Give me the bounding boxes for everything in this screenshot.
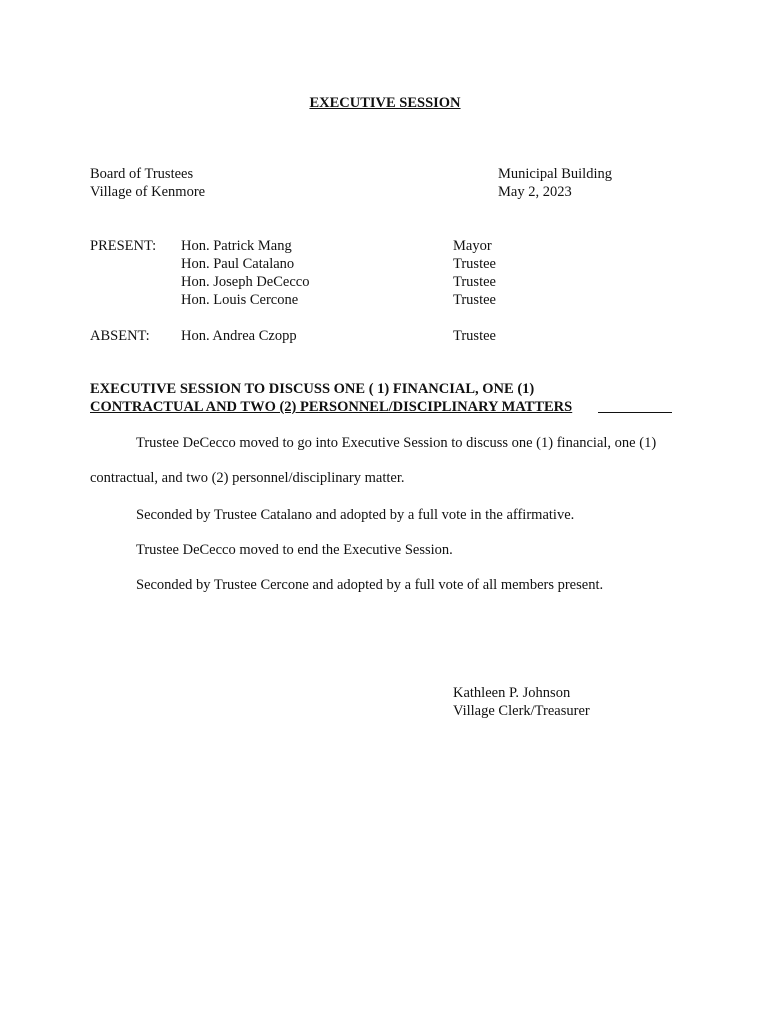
signer-title: Village Clerk/Treasurer bbox=[453, 703, 590, 719]
absent-member-name: Hon. Andrea Czopp bbox=[181, 328, 297, 344]
motion-paragraph-line1: Trustee DeCecco moved to go into Executive Session to discuss one (1) financial, one (1) bbox=[136, 435, 657, 451]
header-village: Village of Kenmore bbox=[90, 184, 206, 200]
header-location: Municipal Building bbox=[498, 166, 612, 182]
heading-underline-rule bbox=[598, 412, 672, 413]
absent-member-role: Trustee bbox=[453, 328, 496, 344]
header-board: Board of Trustees bbox=[90, 166, 194, 182]
present-label: PRESENT: bbox=[90, 238, 157, 254]
present-member-role: Trustee bbox=[453, 256, 496, 272]
section-heading-line2: CONTRACTUAL AND TWO (2) PERSONNEL/DISCIPLINARY MATTERS bbox=[90, 399, 573, 415]
document-title: EXECUTIVE SESSION bbox=[309, 95, 461, 111]
header-date: May 2, 2023 bbox=[498, 184, 572, 200]
present-member-name: Hon. Paul Catalano bbox=[181, 256, 295, 272]
present-member-role: Trustee bbox=[453, 274, 496, 290]
end-motion-paragraph: Trustee DeCecco moved to end the Executive Session. bbox=[136, 542, 453, 558]
present-member-role: Mayor bbox=[453, 238, 492, 254]
section-heading-line1: EXECUTIVE SESSION TO DISCUSS ONE ( 1) FINANCIAL, ONE (1) bbox=[90, 381, 535, 397]
motion-paragraph-line2: contractual, and two (2) personnel/disciplinary matter. bbox=[90, 470, 405, 486]
present-member-name: Hon. Joseph DeCecco bbox=[181, 274, 310, 290]
end-second-paragraph: Seconded by Trustee Cercone and adopted by a full vote of all members present. bbox=[136, 577, 604, 593]
signer-name: Kathleen P. Johnson bbox=[453, 685, 571, 701]
present-member-role: Trustee bbox=[453, 292, 496, 308]
second-paragraph: Seconded by Trustee Catalano and adopted by a full vote in the affirmative. bbox=[136, 507, 575, 523]
present-member-name: Hon. Louis Cercone bbox=[181, 292, 299, 308]
present-member-name: Hon. Patrick Mang bbox=[181, 238, 292, 254]
absent-label: ABSENT: bbox=[90, 328, 150, 344]
